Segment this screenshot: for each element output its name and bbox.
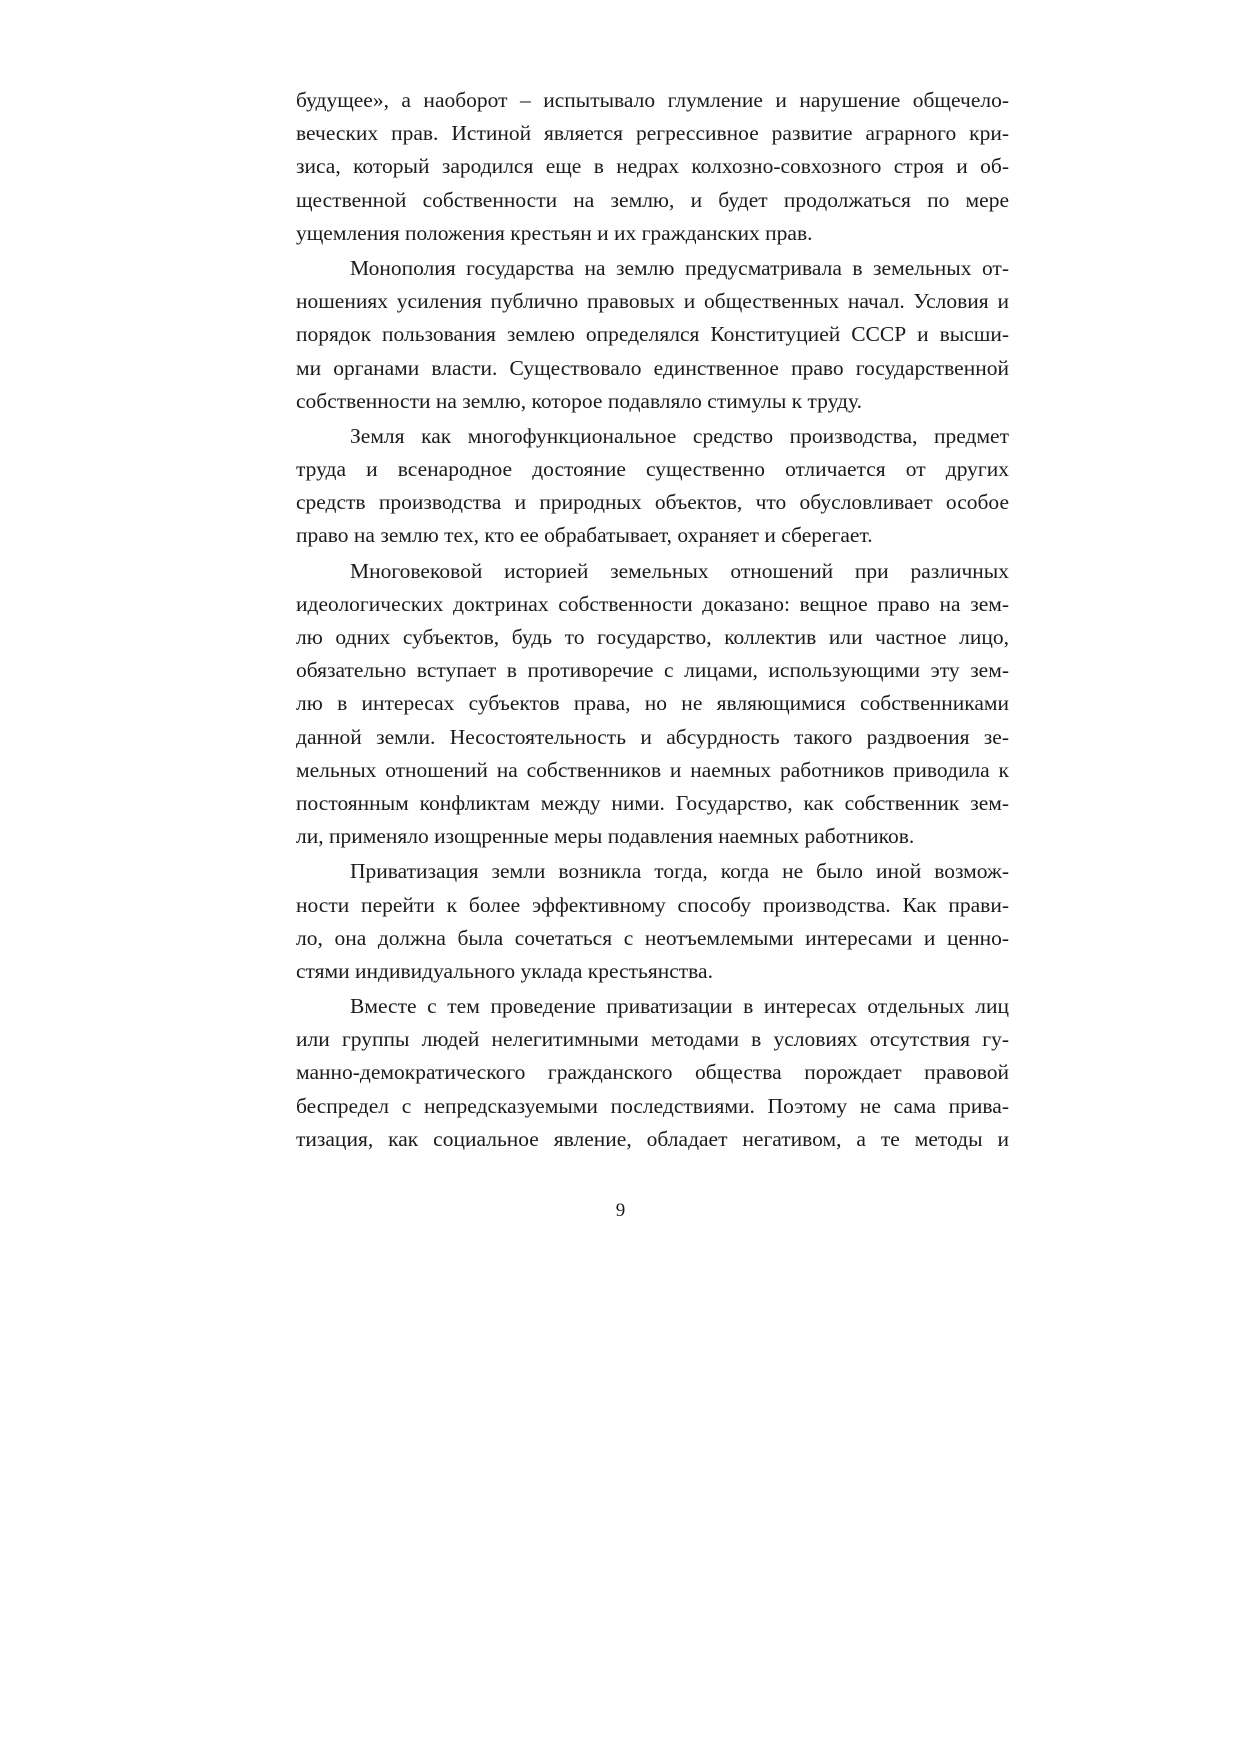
text-line: порядок пользования землею определялся Конституцией СССР и высши- (296, 322, 1009, 347)
text-line: лю одних субъектов, будь то государство, коллектив или частное лицо, (296, 625, 1009, 649)
paragraph (296, 855, 1009, 988)
text-line: Монополия государства на землю предусматривала в земельных от- (350, 255, 1009, 280)
paragraph (296, 252, 1009, 418)
text-line: средств производства и природных объектов, что обусловливает особое (296, 490, 1009, 515)
paragraph (296, 420, 1009, 553)
paragraph (296, 555, 1009, 854)
text-line: обязательно вступает в противоречие с лицами, использующими эту зем- (296, 658, 1009, 683)
text-line: Вместе с тем проведение приватизации в интересах отдельных лиц (350, 994, 1009, 1019)
text-line: ношениях усиления публично правовых и общественных начал. Условия и (296, 289, 1009, 314)
text-line: беспредел с непредсказуемыми последствиями. Поэтому не сама прива- (296, 1093, 1009, 1118)
text-line: Земля как многофункциональное средство производства, предмет (350, 423, 1009, 448)
text-line: стями индивидуального уклада крестьянства. (296, 958, 713, 983)
text-line: данной земли. Несостоятельность и абсурдность такого раздвоения зе- (296, 724, 1009, 749)
text-line: будущее», а наоборот – испытывало глумление и нарушение общечело- (296, 88, 1009, 112)
body-text (296, 84, 1009, 1156)
text-line: идеологических доктринах собственности доказано: вещное право на зем- (296, 591, 1009, 616)
text-line: Приватизация земли возникла тогда, когда не было иной возмож- (350, 859, 1009, 884)
paragraph (296, 990, 1009, 1156)
text-line: зиса, который зародился еще в недрах колхозно-совхозного строя и об- (296, 154, 1009, 179)
text-line: ло, она должна была сочетаться с неотъемлемыми интересами и ценно- (296, 925, 1009, 950)
text-line: или группы людей нелегитимными методами в условиях отсутствия гу- (296, 1027, 1009, 1052)
text-line: веческих прав. Истиной является регрессивное развитие аграрного кри- (296, 121, 1009, 146)
text-line: Многовековой историей земельных отношений при различных (350, 558, 1009, 583)
paragraph (296, 84, 1009, 250)
text-line: собственности на землю, которое подавляло стимулы к труду. (296, 388, 862, 413)
page-number: 9 (615, 1200, 626, 1221)
text-line: постоянным конфликтам между ними. Государство, как собственник зем- (296, 790, 1009, 815)
text-line: манно-демократического гражданского общества порождает правовой (296, 1060, 1009, 1085)
text-line: право на землю тех, кто ее обрабатывает, охраняет и сберегает. (296, 523, 873, 548)
text-line: труда и всенародное достояние существенно отличается от других (296, 457, 1009, 482)
text-line: щественной собственности на землю, и будет продолжаться по мере (296, 187, 1009, 212)
text-line: лю в интересах субъектов права, но не являющимися собственниками (296, 691, 1009, 716)
text-line: ущемления положения крестьян и их гражданских прав. (296, 220, 813, 245)
text-line: ности перейти к более эффективному способу производства. Как прави- (296, 892, 1009, 917)
text-line: тизация, как социальное явление, обладает негативом, а те методы и (296, 1126, 1009, 1151)
text-line: мельных отношений на собственников и наемных работников приводила к (296, 757, 1009, 782)
text-line: ли, применяло изощренные меры подавления наемных работников. (296, 824, 915, 849)
text-line: ми органами власти. Существовало единственное право государственной (296, 355, 1009, 380)
